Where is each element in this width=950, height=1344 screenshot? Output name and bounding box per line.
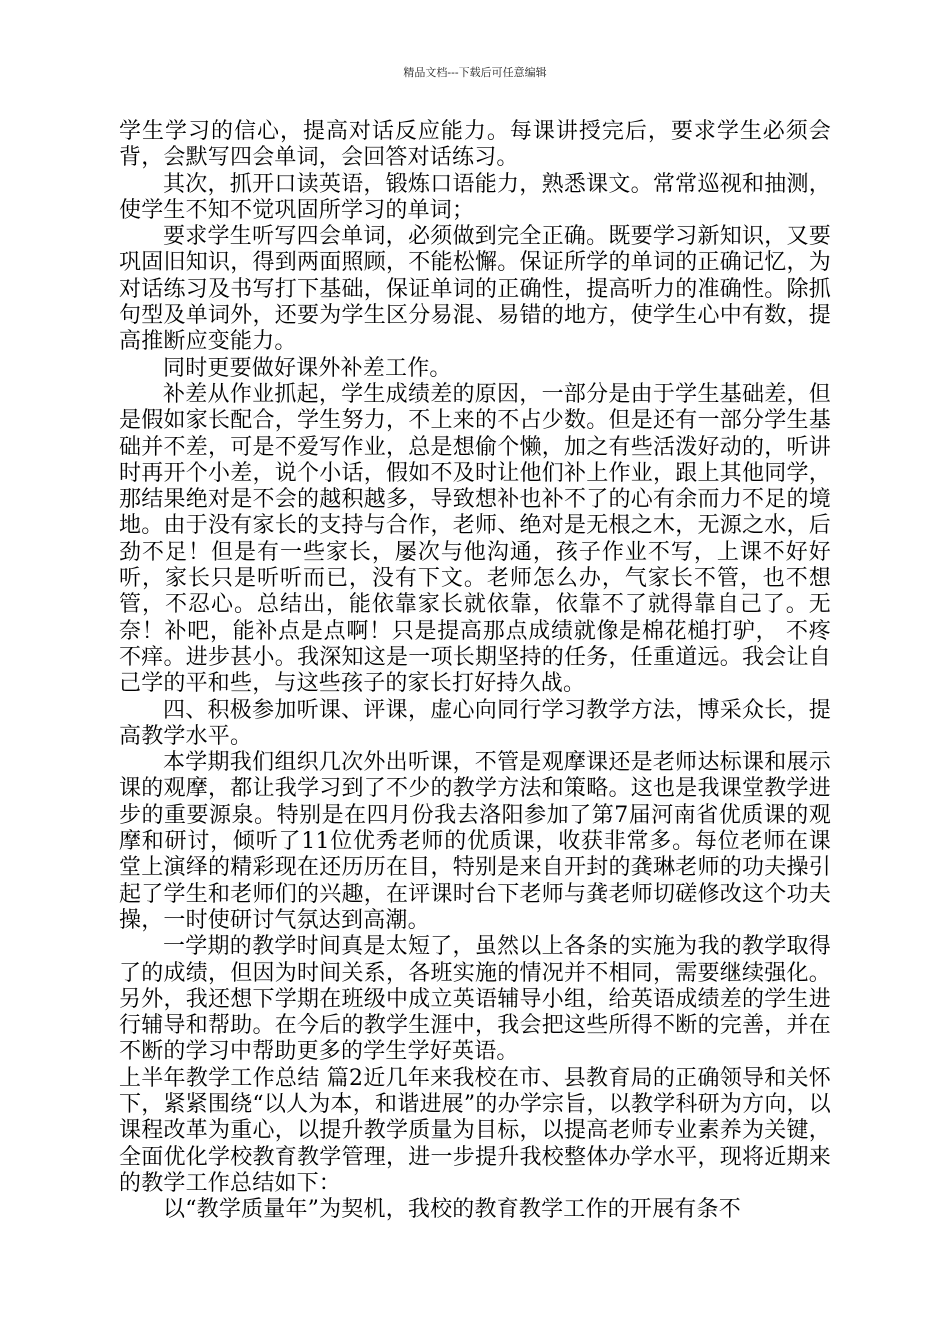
paragraph-6: 本学期我们组织几次外出听课，不管是观摩课还是老师达标课和展示课的观摩，都让我学习到了不少的教学方法和策略。这也是我课堂教学进步的重要源泉。特别是在四月份我去洛阳参加了第7届河南省优质课的观摩和研讨，倾听了11位优秀老师的优质课，收获非常多。每位老师在课堂上演绎的精彩现在还历历在目，特别是来自开封的龚琳老师的功夫操引起了学生和老师们的兴趣，在评课时台下老师与龚老师切磋修改这个功夫操，一时使研讨气氛达到高潮。: [119, 750, 831, 933]
paragraph-4: 同时更要做好课外补差工作。: [163, 355, 452, 381]
paragraph-8: 上半年教学工作总结 篇2近几年来我校在市、县教育局的正确领导和关怀下，紧紧围绕“以人为本，和谐进展”的办学宗旨，以教学科研为方向，以课程改革为重心，以提升教学质量为目标，以提高老师专业素养为关键，全面优化学校教育教学管理，进一步提升我校整体办学水平，现将近期来的教学工作总结如下：: [119, 1065, 831, 1196]
document-body: [119, 119, 831, 1223]
paragraph-7: 一学期的教学时间真是太短了，虽然以上各条的实施为我的教学取得了的成绩，但因为时间关系，各班实施的情况并不相同，需要继续强化。另外，我还想下学期在班级中成立英语辅导小组，给英语成绩差的学生进行辅导和帮助。在今后的教学生涯中，我会把这些所得不断的完善，并在不断的学习中帮助更多的学生学好英语。: [119, 934, 831, 1065]
page-header: 精品文档---下载后可任意编辑: [403, 66, 547, 79]
paragraph-2: 其次，抓开口读英语，锻炼口语能力，熟悉课文。常常巡视和抽测，使学生不知不觉巩固所学习的单词；: [119, 171, 831, 223]
paragraph-3: 要求学生听写四会单词，必须做到完全正确。既要学习新知识，又要巩固旧知识，得到两面照顾，不能松懈。保证所学的单词的正确记忆，为对话练习及书写打下基础，保证单词的正确性，提高听力的准确性。除抓句型及单词外，还要为学生区分易混、易错的地方，使学生心中有数，提高推断应变能力。: [119, 224, 831, 355]
paragraph-1: 学生学习的信心，提高对话反应能力。每课讲授完后，要求学生必须会背，会默写四会单词，会回答对话练习。: [119, 119, 831, 171]
paragraph-5: 补差从作业抓起，学生成绩差的原因，一部分是由于学生基础差，但是假如家长配合，学生努力，不上来的不占少数。但是还有一部分学生基础并不差，可是不爱写作业，总是想偷个懒，加之有些活泼好动的，听讲时再开个小差，说个小话，假如不及时让他们补上作业，跟上其他同学，那结果绝对是不会的越积越多，导致想补也补不了的心有余而力不足的境地。由于没有家长的支持与合作，老师、绝对是无根之木，无源之水，后劲不足！但是有一些家长，屡次与他沟通，孩子作业不写，上课不好好听，家长只是听听而已，没有下文。老师怎么办，气家长不管，也不想管，不忍心。总结出，能依靠家长就依靠，依靠不了就得靠自己了。无奈！补吧，能补点是点啊！只是提高那点成绩就像是棉花槌打驴， 不疼不痒。进步甚小。我深知这是一项长期坚持的任务，任重道远。我会让自己学的平和些，与这些孩子的家长打好持久战。: [119, 381, 831, 697]
section-heading-4: 四、积极参加听课、评课，虚心向同行学习教学方法，博采众长，提高教学水平。: [119, 697, 831, 749]
paragraph-9: 以“教学质量年”为契机，我校的教育教学工作的开展有条不: [163, 1197, 741, 1223]
